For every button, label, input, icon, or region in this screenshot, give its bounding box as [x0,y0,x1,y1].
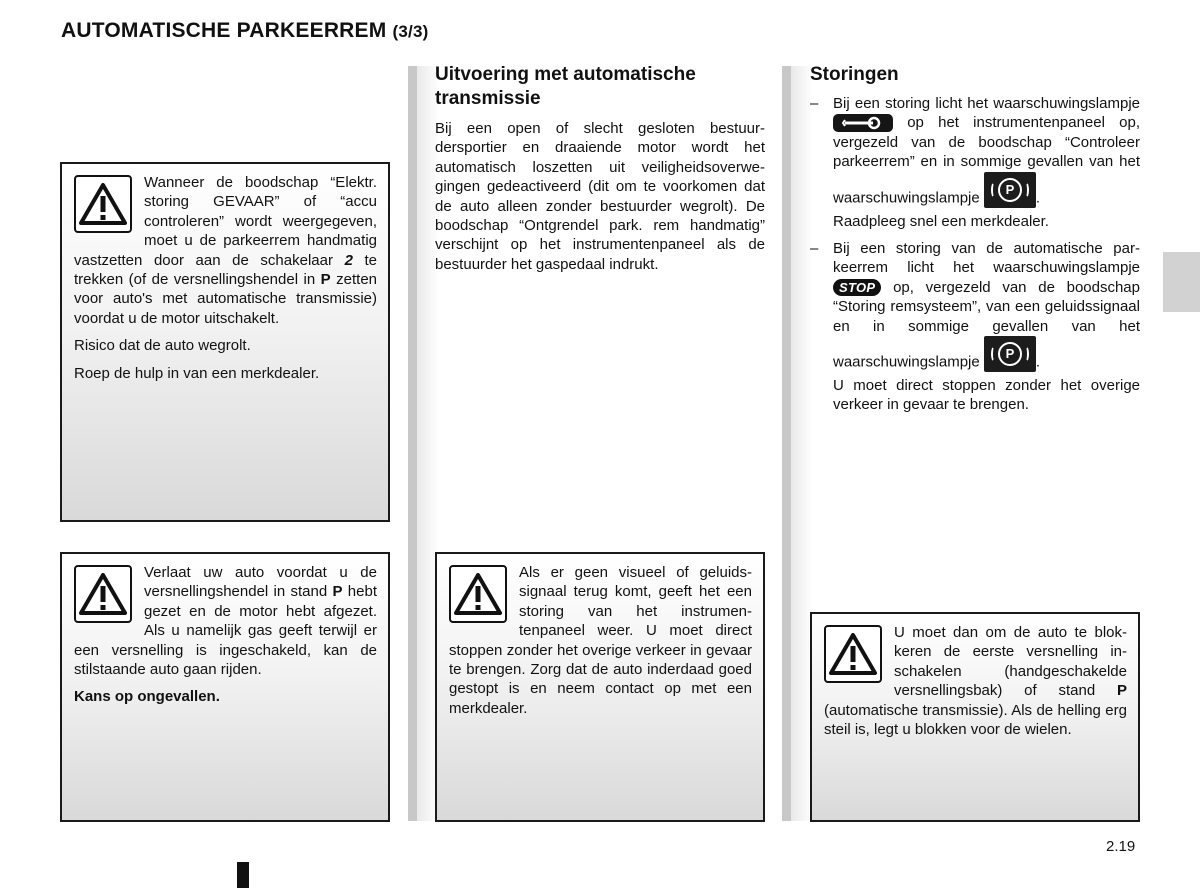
page-title-text: AUTOMATISCHE PARKEERREM [61,19,387,42]
brake-lamp-letter: P [998,342,1022,366]
fault-text: Bij een storing licht het waarschuwingslampje [833,95,1140,112]
warning-paragraph: Roep de hulp in van een merkdealer. [74,364,320,382]
fault-text: op, vergezeld van de boodschap “Storing remsysteem”, van een geluidssignaal en in sommige gevallen van het waarschuwingslampje [833,278,1140,371]
page-number: 2.19 [1106,838,1136,855]
parking-brake-lamp-icon [984,172,1036,208]
fault-text: . [1035,353,1041,371]
warning-box-leave-vehicle [60,552,390,822]
fault-paragraph: Raadpleeg snel een merkdealer. [833,212,1049,230]
warning-paragraph [74,687,377,706]
warning-text: hebt gezet en de motor hebt afgezet. Als u namelijk gas geeft terwijl er een versnelling is ingeschakeld, kan de stilstaande auto gaan rijden. [74,583,377,679]
warning-box-electrical-fault [60,162,390,522]
page-title-suffix: (3/3) [392,22,429,41]
warning-box-instrument-panel [435,552,765,822]
warning-box-block-vehicle [810,612,1140,822]
warning-text: te trekken (of de versnellingshendel in [74,251,377,289]
print-mark [237,862,249,888]
warning-text: zetten voor auto's met automatische transmissie) voordat u de motor uitschakelt. [74,271,378,327]
list-item [810,239,1140,415]
warning-text: U moet dan om de auto te blokkeren de eerste versnelling inschakelen (handgeschakelde versnellingsbak) of stand [894,624,1127,700]
gear-position: P [320,271,331,289]
warning-paragraph: Als er geen visueel of geluidssignaal terug komt, geeft het een storing van het instrumentenpaneel weer. U moet direct stoppen zonder het overige verkeer in gevaar te brengen. Zorg dat de auto inderdaad goed gestopt is en neem contact op met een merkdealer. [449,564,752,717]
list-dash: – [810,95,819,112]
section-heading-faults: Storingen [810,64,899,85]
section-body-automatic: Bij een open of slecht gesloten bestuurdersportier en draaiende motor wordt het automatisch loszetten uit veiligheidsoverwegingen gedeactiveerd (dit om te voorkomen dat de auto alleen zonder bestuurder wegrolt). De boodschap “Ontgrendel park. rem handmatig” verschijnt op het instrumentenpaneel als de bestuurder het gaspedaal indrukt. [435,120,765,273]
gear-position: P [1116,682,1127,700]
warning-triangle-icon [449,565,507,623]
column-divider-left [408,66,417,821]
list-dash: – [810,240,819,258]
warning-text: Wanneer de boodschap “Elektr. storing GEVAAR” of “accu controleren” wordt weergegeven, moet u de parkeerrem handmatig vastzetten door aan de schakelaar [74,174,377,269]
gear-position: P [332,583,343,601]
list-item [810,94,1140,231]
fault-text: Bij een storing van de automatische parkeerrem licht het waarschuwingslampje [833,240,1140,277]
wrench-warning-lamp-icon [833,114,893,132]
switch-number: 2 [344,251,353,269]
section-heading-automatic: Uitvoering met automatische transmissie [435,64,696,109]
warning-emphasis: Kans op ongevallen. [74,688,220,706]
warning-triangle-icon [824,625,882,683]
fault-paragraph [833,94,1140,208]
brake-lamp-letter: P [998,178,1022,202]
fault-list [810,94,1140,423]
fault-paragraph [833,239,1140,372]
fault-paragraph: U moet direct stoppen zonder het overige verkeer in gevaar te brengen. [833,377,1140,414]
warning-triangle-icon [74,565,132,623]
fault-text: op het instrumentenpaneel op, vergezeld van de boodschap “Controleer parkeerrem” en in sommige gevallen van het waarschuwingslampje [833,114,1140,207]
page-title [61,19,428,43]
warning-triangle-icon [74,175,132,233]
warning-text: Verlaat uw auto voordat u de versnellingshendel in stand [144,564,377,601]
stop-lamp-icon: STOP [833,279,881,296]
column-divider-right [782,66,791,821]
warning-paragraph: Risico dat de auto wegrolt. [74,337,251,355]
warning-text: (automatische transmissie). Als de helling erg steil is, legt u blokken voor de wielen. [824,701,1127,739]
fault-text: . [1035,189,1041,207]
chapter-tab [1163,252,1200,312]
parking-brake-lamp-icon [984,336,1036,372]
